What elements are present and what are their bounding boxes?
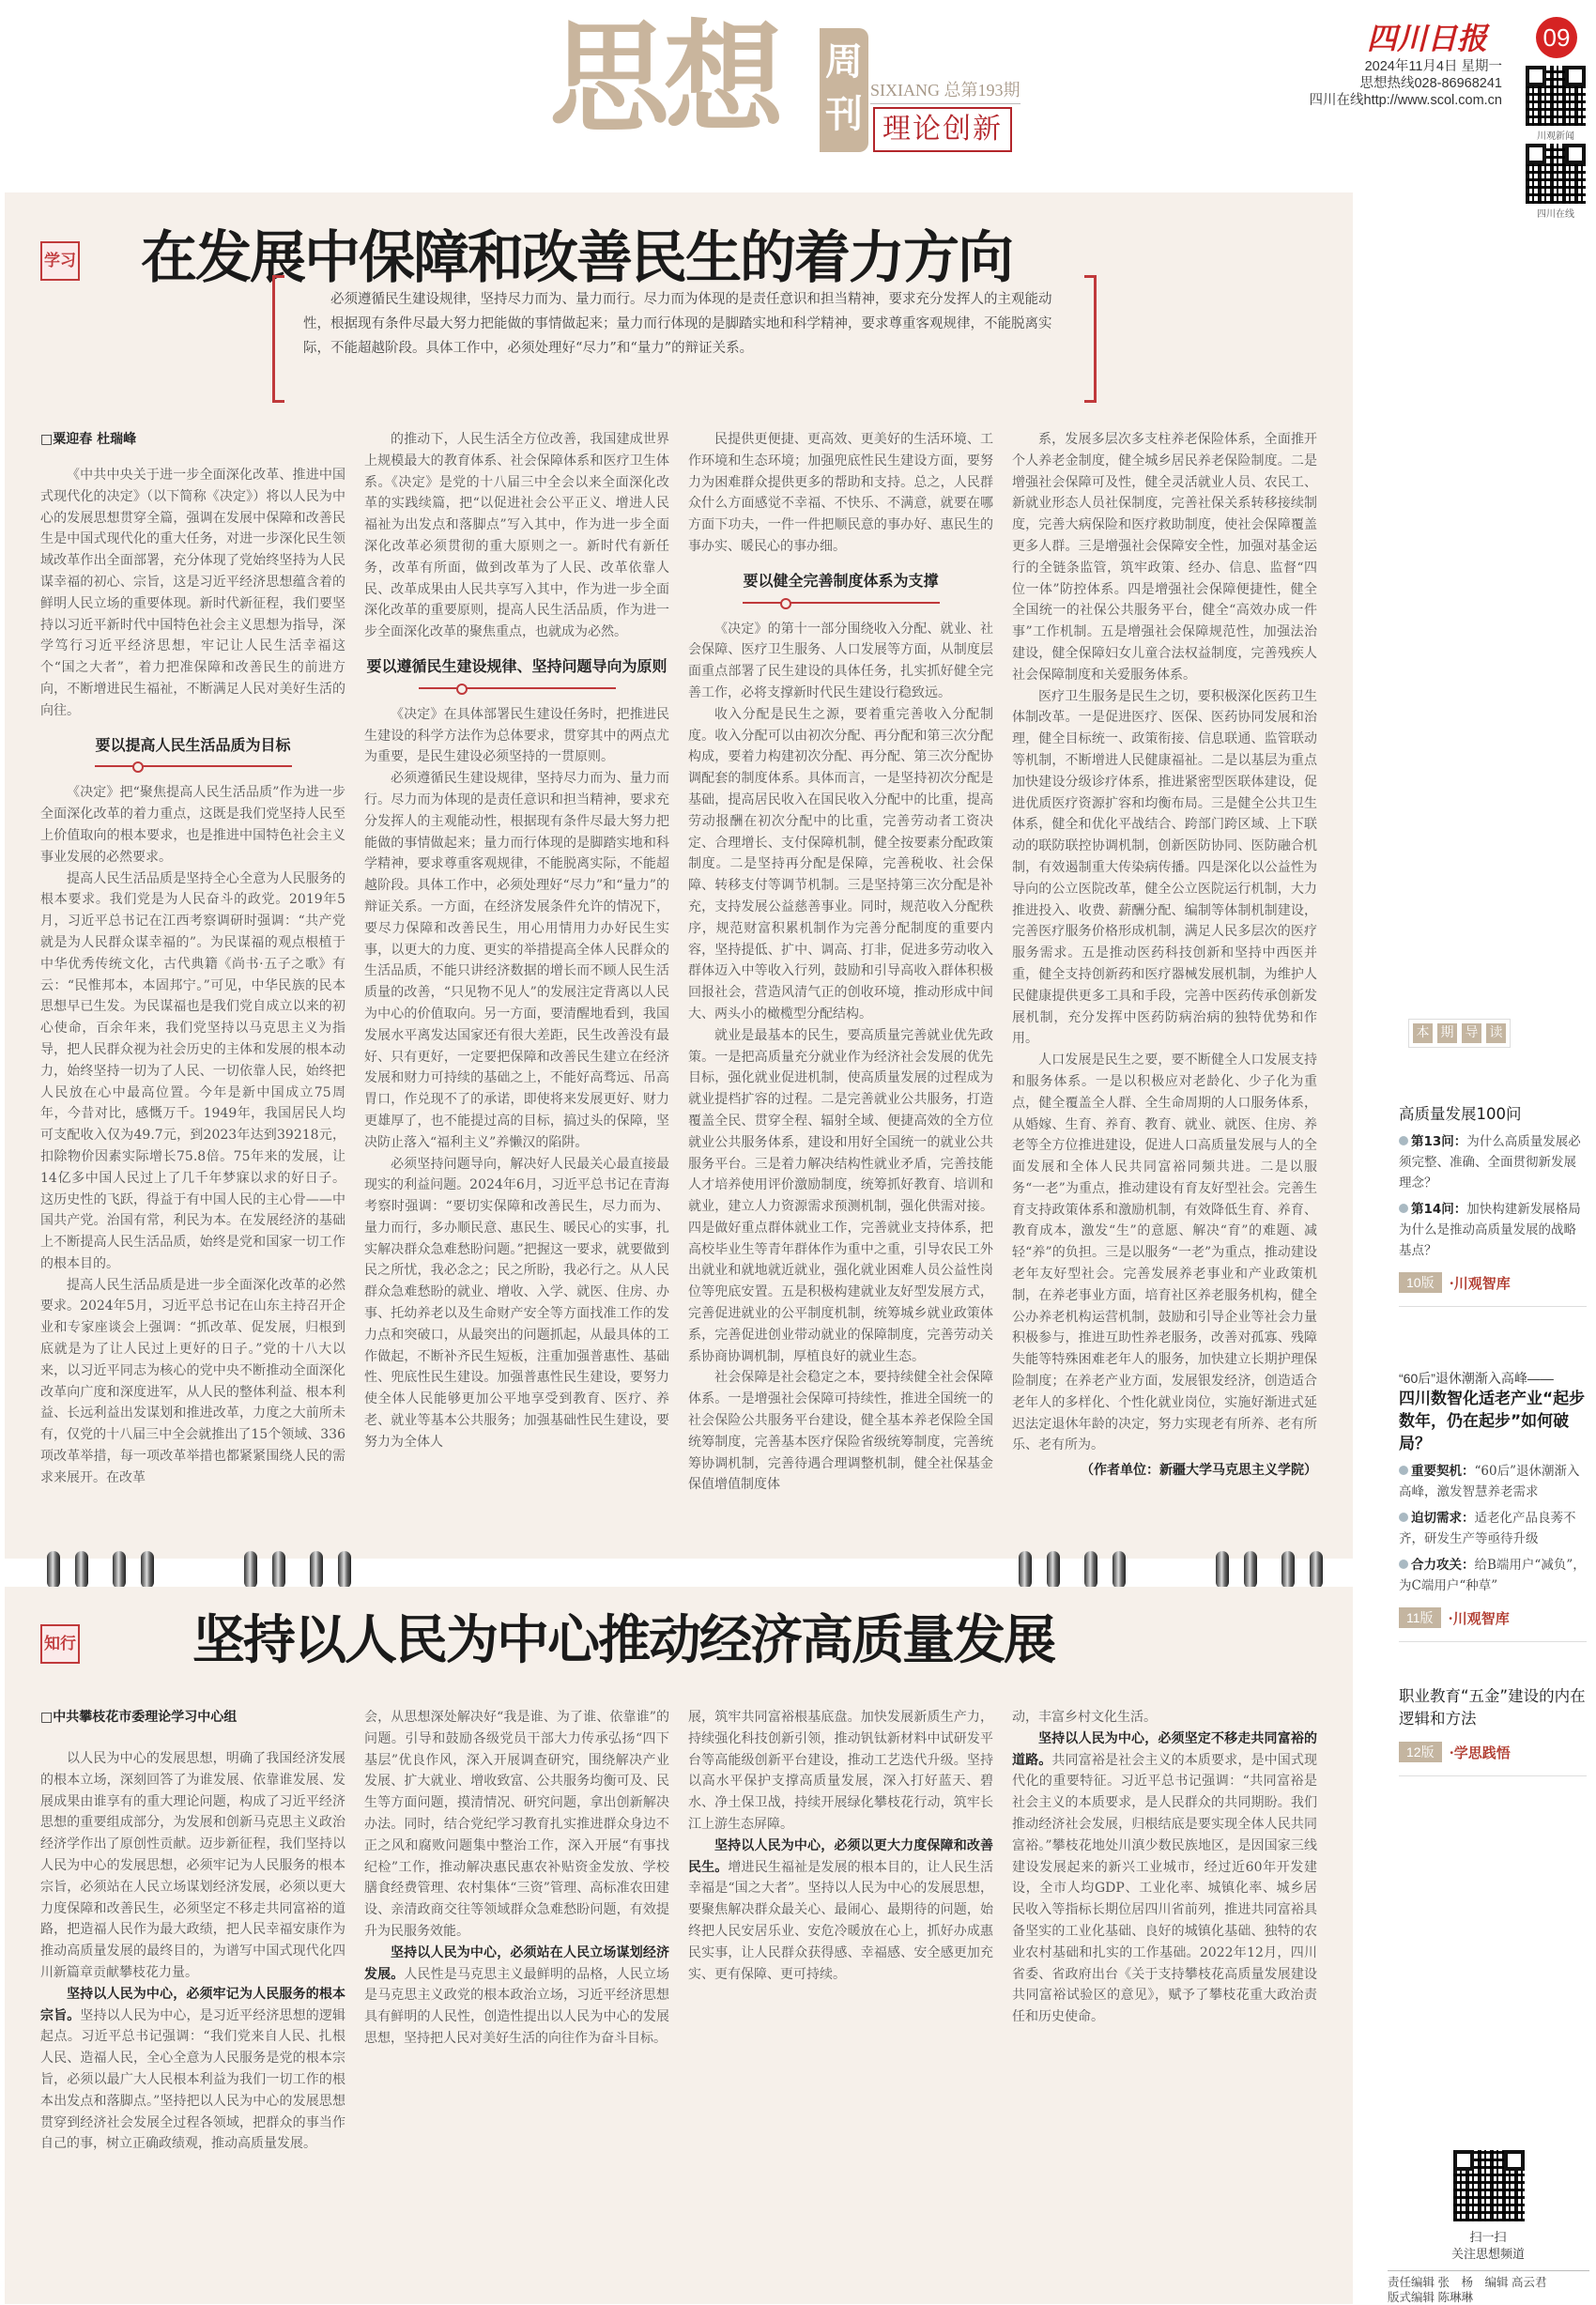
sidebar-item-title[interactable]: 高质量发展100问 bbox=[1399, 1105, 1522, 1123]
binder-ring-icon bbox=[47, 1551, 60, 1589]
sidebar-point bbox=[1399, 1508, 1587, 1549]
sidebar-point bbox=[1399, 1199, 1587, 1261]
paragraph: 系，发展多层次多支柱养老保险体系，全面推开个人养老金制度，健全城乡居民养老保险制度。二是增强社会保障可及性，健全灵活就业人员、农民工、新就业形态人员社保制度，完善社保关系转移接续制度，完善大病保险和医疗救助制度，使社会保障覆盖更多人群。三是增强社会保障安全性，加强对基金运行的全链条监管，筑牢政策、经办、信息、监督“四位一体”防控体系。四是增强社会保障便捷性，健全全国统一的社保公共服务平台，健全“高效办成一件事”工作机制。五是增强社会保障规范性，加强法治建设，健全保障妇女儿童合法权益制度，完善残疾人社会保障制度和关爱服务体系。 bbox=[1012, 432, 1317, 683]
article-column-3 bbox=[688, 1707, 993, 2293]
subheading bbox=[688, 571, 993, 607]
subheading-text: 要以健全完善制度体系为支撑 bbox=[743, 571, 939, 590]
page-reference[interactable] bbox=[1399, 1607, 1587, 1642]
bullet-icon bbox=[1399, 1136, 1408, 1145]
sidebar-point bbox=[1399, 1461, 1587, 1502]
sidebar-item-3[interactable] bbox=[1399, 1685, 1587, 1776]
point-text: 加快构建新发展格局为什么是推动高质量发展的战略基点？ bbox=[1399, 1202, 1581, 1258]
credits-line-2: 版式编辑 陈琳琳 bbox=[1388, 2291, 1473, 2304]
point-label: 第13问： bbox=[1411, 1134, 1467, 1149]
paragraph-lead: 坚持以人民为中心，必须站在人民立场谋划经济发展。 bbox=[364, 1944, 669, 1982]
binder-ring-icon bbox=[113, 1551, 126, 1589]
binder-ring-icon bbox=[1244, 1551, 1257, 1589]
binder-ring-icon bbox=[1281, 1551, 1295, 1589]
paragraph: 社会保障是社会稳定之本，要持续健全社会保障体系。一是增强社会保障可持续性，推进全国统一的社会保险公共服务平台建设，健全基本养老保险全国统筹制度，完善基本医疗保险省级统筹制度，完善统筹协调机制，完善待遇合理调整机制，健全社保基金保值增值制度体 bbox=[688, 1370, 993, 1493]
credits-line-1: 责任编辑 张 杨 编辑 高云君 bbox=[1388, 2276, 1547, 2289]
qr2-caption: 四川在线 bbox=[1537, 209, 1574, 220]
point-text: 为什么高质量发展必须完整、准确、全面贯彻新发展理念？ bbox=[1399, 1134, 1581, 1191]
paragraph: 人口发展是民生之要，要不断健全人口发展支持和服务体系。一是以积极应对老龄化、少子化为重点，健全覆盖全人群、全生命周期的人口服务体系，从婚嫁、生育、养育、教育、就业、就医、住房、养老等全方位推进建设，促进人口高质量发展与人的全面发展和全体人民共同富裕同频共进。二是以服务“一老”为重点，推动建设有育友好型社会。完善生育支持政策体系和激励机制，有效降低生育、养育、教育成本，激发“生”的意愿、解决“育”的难题、减轻“养”的负担。三是以服务“一老”为重点，推动建设老年友好型社会。完善发展养老事业和产业政策机制，在养老事业方面，培育社区养老服务机构，健全公办养老机构运营机制，鼓励和引导企业等社会力量积极参与，推进互助性养老服务，改善对孤寡、残障失能等特殊困难老年人的服务，加快建立长期护理保险制度；在养老产业方面，发展银发经济，创造适合老年人的多样化、个性化就业岗位，实施好渐进式延迟法定退休年龄的决定，努力实现老有所养、老有所乐、老有所为。 bbox=[1012, 1053, 1317, 1453]
sidebar-item-1[interactable] bbox=[1399, 1103, 1587, 1307]
paragraph-lead: 坚持以人民为中心，必须坚定不移走共同富裕的道路。 bbox=[1012, 1730, 1317, 1768]
sidebar-item-title[interactable]: 四川数智化适老产业“起步数年，仍在起步”如何破局？ bbox=[1399, 1390, 1586, 1453]
point-label: 第14问： bbox=[1411, 1202, 1467, 1217]
binder-ring-icon bbox=[1113, 1551, 1126, 1589]
bullet-icon bbox=[1399, 1204, 1408, 1213]
scan-line-2: 关注思想频道 bbox=[1450, 2248, 1525, 2262]
guide-char: 期 bbox=[1437, 1023, 1457, 1043]
point-label: 重要契机： bbox=[1411, 1464, 1475, 1479]
lead-bracket-right bbox=[1084, 275, 1097, 403]
article-column-2 bbox=[364, 429, 669, 1535]
binder-ring-icon bbox=[1216, 1551, 1229, 1589]
sidebar-point bbox=[1399, 1555, 1587, 1596]
paragraph: 民提供更便捷、更高效、更美好的生活环境、工作环境和生态环境；加强兜底性民生建设方面，要努力为困难群众提供更多的帮助和支持。总之，人民群众什么方面感觉不幸福、不快乐、不满意，就要在哪方面下功夫，一件一件把顺民意的事办好、惠民生的事办实、暖民心的事办细。 bbox=[688, 432, 993, 554]
bullet-icon bbox=[1399, 1513, 1408, 1522]
paragraph bbox=[1012, 1729, 1317, 2028]
paragraph: 《决定》的第十一部分围绕收入分配、就业、社会保障、医疗卫生服务、人口发展等方面，从制度层面重点部署了民生建设的具体任务，扎实抓好健全完善工作，必将支撑新时代民生建设行稳致远。 bbox=[688, 621, 993, 700]
article-1 bbox=[5, 192, 1353, 1559]
point-label: 迫切需求： bbox=[1411, 1511, 1475, 1526]
qr1-caption: 川观新闻 bbox=[1537, 131, 1574, 142]
section-stamp: 理论创新 bbox=[873, 107, 1012, 152]
masthead-weekly-label: 周刊 bbox=[820, 28, 868, 152]
hotline: 思想热线028-86968241 bbox=[1359, 76, 1502, 91]
paragraph: 以人民为中心的发展思想，明确了我国经济发展的根本立场，深刻回答了为谁发展、依靠谁发展、发展成果由谁享有的重大理论问题，构成了习近平经济思想的重要组成部分，为发展和创新马克思主义政治经济学作出了原创性贡献。迈步新征程，我们坚持以人民为中心的发展思想，必须牢记为人民服务的根本宗旨，必须站在人民立场谋划经济发展，必须以更大力度保障和改善民生，必须坚定不移走共同富裕的道路，把造福人民作为最大政绩，把人民幸福安康作为推动高质量发展的最终目的，为谱写中国式现代化四川新篇章贡献攀枝花力量。 bbox=[40, 1751, 345, 1980]
paragraph bbox=[364, 1943, 669, 2050]
guide-char: 读 bbox=[1486, 1023, 1506, 1043]
sidebar-point bbox=[1399, 1131, 1587, 1193]
qr-code-icon[interactable] bbox=[1526, 144, 1586, 204]
page-number-badge: 09 bbox=[1536, 17, 1577, 58]
subheading-text: 要以遵循民生建设规律、坚持问题导向为原则 bbox=[366, 656, 668, 675]
issue-date: 2024年11月4日 星期一 bbox=[1364, 59, 1502, 74]
paragraph: 的推动下，人民生活全方位改善，我国建成世界上规模最大的教育体系、社会保障体系和医疗卫生体系。《决定》是党的十八届三中全会以来全面深化改革的实践续篇，把“以促进社会公平正义、增进人民福祉为出发点和落脚点”写入其中，作为进一步全面深化改革必须贯彻的重大原则之一。新时代有新任务，改革有所面，做到改革为了人民、改革依靠人民、改革成果由人民共享写入其中，作为进一步全面深化改革的重要原则，提高人民生活品质，作为进一步全面深化改革的聚焦重点，也就成为必然。 bbox=[364, 432, 669, 640]
newspaper-logo: 四川日报 bbox=[1367, 21, 1488, 56]
subheading bbox=[40, 735, 345, 772]
guide-char: 导 bbox=[1462, 1023, 1481, 1043]
paragraph: 就业是最基本的民生，要高质量完善就业优先政策。一是把高质量充分就业作为经济社会发展的优先目标，强化就业促进机制，使高质量发展的过程成为就业提档扩容的过程。二是完善就业公共服务，打造覆盖全民、贯穿全程、辐射全域、便捷高效的全方位就业公共服务体系，建设和用好全国统一的就业公共服务平台。三是着力解决结构性就业矛盾，完善技能人才培养使用评价激励制度，统筹抓好教育、培训和就业，建立人力资源需求预测机制，强化供需对接。四是做好重点群体就业工作，完善就业支持体系，把高校毕业生等青年群体作为重中之重，引导农民工外出就业和就地就近就业，强化就业困难人员公益性岗位等兜底安置。五是积极构建就业友好型发展方式，完善促进就业的公平制度机制，统筹城乡就业政策体系，完善促进创业带动就业的保障制度，完善劳动关系协商协调机制，厚植良好的就业生态。 bbox=[688, 1027, 993, 1364]
point-text: “60后”退休潮渐入高峰，激发智慧养老需求 bbox=[1399, 1464, 1580, 1499]
paragraph-body: 增进民生福祉是发展的根本目的，让人民生活幸福是“国之大者”。坚持以人民为中心的发展思想，要聚焦解决群众最关心、最闹心、最期待的问题，始终把人民安居乐业、安危冷暖放在心上，抓好办成惠民实事，让人民群众获得感、幸福感、安全感更加充实、更有保障、更可持续。 bbox=[688, 1859, 993, 1982]
masthead-info bbox=[1310, 58, 1502, 109]
sidebar-item-2[interactable] bbox=[1399, 1369, 1587, 1642]
point-text: 适老化产品良莠不齐，研发生产等亟待升级 bbox=[1399, 1511, 1576, 1546]
masthead-issue: SIXIANG 总第193期 bbox=[870, 77, 1021, 104]
section-name: ·川观智库 bbox=[1448, 1609, 1510, 1627]
issue-guide-header bbox=[1408, 1019, 1511, 1048]
paragraph: 提高人民生活品质是进一步全面深化改革的必然要求。2024年5月，习近平总书记在山东主持召开企业和专家座谈会上强调：“抓改革、促发展，归根到底就是为了让人民过上更好的日子。”党的十八大以来，以习近平同志为核心的党中央不断推动全面深化改革向广度和深度进军，从人民的整体利益、根本利益、长远利益出发谋划和推进改革，力度之大前所未有，仅党的十八届三中全会就推出了15个领域、336项改革举措，每一项改革举措也都紧紧围绕人民的需求来展开。在改革 bbox=[40, 1277, 345, 1485]
paragraph: 《中共中央关于进一步全面深化改革、推进中国式现代化的决定》（以下简称《决定》）将以人民为中心的发展思想贯穿全篇，强调在发展中保障和改善民生是中国式现代化的重大任务，对进一步深化民生领域改革作出全面部署，充分体现了党始终坚持为人民谋幸福的初心、宗旨，这是习近平经济思想蕴含着的鲜明人民立场的重要体现。新时代新征程，我们要坚持以习近平新时代中国特色社会主义思想为指导，深学笃行习近平经济思想，牢记让人民生活幸福这个“国之大者”，着力把准保障和改善民生的前进方向，不断增进民生福祉，不断满足人民对美好生活的向往。 bbox=[40, 468, 345, 718]
article-headline: 坚持以人民为中心推动经济高质量发展 bbox=[192, 1610, 1054, 1671]
article-column-3 bbox=[688, 429, 993, 1535]
article-column-2 bbox=[364, 1707, 669, 2293]
article-tag: 学习 bbox=[40, 241, 80, 281]
paragraph: 《决定》在具体部署民生建设任务时，把推进民生建设的科学方法作为总体要求，贯穿其中的两点尤为重要，是民生建设必须坚持的一贯原则。 bbox=[364, 706, 669, 765]
subheading bbox=[364, 656, 669, 693]
paragraph: 收入分配是民生之源，要着重完善收入分配制度。收入分配可以由初次分配、再分配和第三次分配构成，要着力构建初次分配、再分配、第三次分配协调配套的制度体系。具体而言，一是坚持初次分配是基础，提高居民收入在国民收入分配中的比重，提高劳动报酬在初次分配中的比重，完善劳动者工资决定、合理增长、支付保障机制，健全按要素分配政策制度。二是坚持再分配是保障，完善税收、社会保障、转移支付等调节机制。三是坚持第三次分配是补充，支持发展公益慈善事业。同时，规范收入分配秩序，规范财富积累机制作为完善分配制度的重要内容，坚持提低、扩中、调高、打非，促进多劳动收入群体迈入中等收入行列，鼓励和引导高收入群体积极回报社会，营造风清气正的创收环境，推动形成中间大、两头小的橄榄型分配结构。 bbox=[688, 706, 993, 1022]
subheading-divider bbox=[743, 598, 940, 607]
binder-ring-icon bbox=[1310, 1551, 1323, 1589]
sidebar-item-kicker: “60后”退休潮渐入高峰—— bbox=[1399, 1371, 1554, 1386]
paragraph: 必须坚持问题导向，解决好人民最关心最直接最现实的利益问题。2024年6月，习近平总书记在青海考察时强调：“要切实保障和改善民生，尽力而为、量力而行，多办顺民意、惠民生、暖民心的实事，扎实解决群众急难愁盼问题。”把握这一要求，就要做到民之所忧，我必念之；民之所盼，我必行之。从人民群众急难愁盼的就业、增收、入学、就医、住房、办事、托幼养老以及生命财产安全等方面找准工作的发力点和突破口，从最突出的问题抓起，从最具体的工作做起，不断补齐民生短板，注重加强普惠性、基础性、兜底性民生建设。加强普惠性民生建设，要努力使全体人民能够更加公平地享受到教育、医疗、养老、就业等基本公共服务；加强基础性民生建设，要努力为全体人 bbox=[364, 1156, 669, 1450]
point-text: 给B端用户“减负”，为C端用户“种草” bbox=[1399, 1558, 1586, 1593]
paragraph: 会，从思想深处解决好“我是谁、为了谁、依靠谁”的问题。引导和鼓励各级党员干部大力传承弘扬“四下基层”优良作风，深入开展调查研究，围绕解决产业发展、扩大就业、增收致富、公共服务均衡可及、民生等方面问题，摸清情况、研究问题，拿出创新解决办法。同时，结合党纪学习教育扎实推进群众身边不正之风和腐败问题集中整治工作，深入开展“有事找纪检”工作，推动解决惠民惠农补贴资金发放、学校膳食经费管理、农村集体“三资”管理、高标准农田建设、亲清政商交往等领域群众急难愁盼问题，有效提升为民服务效能。 bbox=[364, 1710, 669, 1939]
article-column-4 bbox=[1012, 429, 1317, 1535]
binder-ring-icon bbox=[244, 1551, 257, 1589]
point-label: 合力攻关： bbox=[1411, 1558, 1475, 1573]
scan-prompt bbox=[1441, 2230, 1535, 2264]
editor-credits bbox=[1388, 2270, 1589, 2305]
subheading-divider bbox=[95, 761, 292, 771]
paragraph bbox=[688, 1836, 993, 1986]
binder-ring-icon bbox=[1084, 1551, 1097, 1589]
edition-badge: 12版 bbox=[1399, 1742, 1442, 1762]
paragraph: 必须遵循民生建设规律，坚持尽力而为、量力而行。尽力而为体现的是责任意识和担当精神，要求充分发挥人的主观能动性，根据现有条件尽最大努力把能做的事情做起来；量力而行体现的是脚踏实地和科学精神，要求尊重客观规律，不能脱离实际，不能超越阶段。具体工作中，必须处理好“尽力”和“量力”的辩证关系。一方面，在经济发展条件允许的情况下，要尽力保障和改善民生，用心用情用力办好民生实事，以更大的力度、更实的举措提高全体人民群众的生活品质，不能只讲经济数据的增长而不顾人民生活质量的改善，“只见物不见人”的发展注定背离以人民为中心的价值取向。另一方面，要清醒地看到，我国发展水平离发达国家还有很大差距，民生改善没有最好、只有更好，一定要把保障和改善民生建立在经济发展和财力可持续的基础之上，不能好高骛远、吊高胃口，作兑现不了的承诺，即使将来发展更好、财力更雄厚了，也不能提过高的目标，搞过头的保障，坚决防止落入“福利主义”养懒汉的陷阱。 bbox=[364, 771, 669, 1150]
binder-ring-icon bbox=[75, 1551, 88, 1589]
guide-char: 本 bbox=[1413, 1023, 1433, 1043]
article-lead: 必须遵循民生建设规律，坚持尽力而为、量力而行。尽力而为体现的是责任意识和担当精神，要求充分发挥人的主观能动性，根据现有条件尽最大努力把能做的事情做起来；量力而行体现的是脚踏实地和科学精神，要求尊重客观规律，不能脱离实际，不能超越阶段。具体工作中，必须处理好“尽力”和“量力”的辩证关系。 bbox=[303, 292, 1052, 356]
paragraph-body: 共同富裕是社会主义的本质要求，是中国式现代化的重要特征。习近平总书记强调：“共同富裕是社会主义的本质要求，是人民群众的共同期盼。我们推动经济社会发展，归根结底是要实现全体人民共同富裕。”攀枝花地处川滇少数民族地区，是因国家三线建设发展起来的新兴工业城市，经过近60年开发建设，全市人均GDP、工业化率、城镇化率、城乡居民收入等指标长期位居四川省前列，推进共同富裕具备坚实的工业化基础、良好的城镇化基础、独特的农业农村基础和扎实的工作基础。2022年12月，四川省委、省政府出台《关于支持攀枝花高质量发展建设共同富裕试验区的意见》，赋予了攀枝花重大政治责任和历史使命。 bbox=[1012, 1752, 1317, 2025]
binder-ring-icon bbox=[141, 1551, 154, 1589]
bullet-icon bbox=[1399, 1466, 1408, 1475]
paragraph bbox=[40, 1984, 345, 2155]
paragraph-body: 坚持以人民为中心，是习近平经济思想的逻辑起点。习近平总书记强调：“我们党来自人民、扎根人民、造福人民，全心全意为人民服务是党的根本宗旨，必须以最广大人民根本利益为我们一切工作的根本出发点和落脚点。”坚持把以人民为中心的发展思想贯穿到经济社会发展全过程各领域，把群众的事当作自己的事，树立正确政绩观，推动高质量发展。 bbox=[40, 2007, 345, 2152]
paragraph: 提高人民生活品质是坚持全心全意为人民服务的根本要求。我们党是为人民奋斗的政党。2019年5月，习近平总书记在江西考察调研时强调：“共产党就是为人民群众谋幸福的”。为民谋福的观点根植于中华优秀传统文化，古代典籍《尚书·五子之歌》有云：“民惟邦本，本固邦宁。”可见，中华民族的民本思想早已生发。为民谋福也是我们党自成立以来的初心使命，百余年来，我们党坚持以马克思主义为指导，把人民群众视为社会历史的主体和发展的根本动力，始终坚持一切为了人民、一切依靠人民，始终把人民放在心中最高位置。今年是新中国成立75周年，今昔对比，感慨万千。1949年，我国居民人均可支配收入仅为49.7元，到2023年达到39218元，扣除物价因素实际增长75.8倍。75年来的发展，让14亿多中国人民过上了几千年梦寐以求的好日子。这历史性的飞跃，得益于有中国人民的主心骨——中国共产党。治国有常，利民为本。在发展经济的基础上不断提高人民生活品质，始终是党和国家一切工作的根本目的。 bbox=[40, 870, 345, 1271]
article-column-1 bbox=[40, 465, 345, 1535]
spiral-binding-divider bbox=[5, 1559, 1353, 1587]
author-affiliation: （作者单位：新疆大学马克思主义学院） bbox=[1081, 1463, 1317, 1479]
masthead bbox=[549, 9, 1075, 160]
qr-code-icon[interactable] bbox=[1453, 2150, 1525, 2221]
paragraph-lead: 坚持以人民为中心，必须以更大力度保障和改善民生。 bbox=[688, 1837, 993, 1875]
article-column-4 bbox=[1012, 1707, 1317, 2293]
paragraph: 展，筑牢共同富裕根基底盘。加快发展新质生产力，持续强化科技创新引领，推动钒钛新材料中试研发平台等高能级创新平台建设，推动工艺迭代升级。坚持以高水平保护支撑高质量发展，深入打好蓝天、碧水、净土保卫战，持续开展绿化攀枝花行动，筑牢长江上游生态屏障。 bbox=[688, 1710, 993, 1832]
scan-line-1: 扫一扫 bbox=[1469, 2231, 1507, 2245]
bullet-icon bbox=[1399, 1560, 1408, 1569]
paragraph-lead: 坚持以人民为中心，必须牢记为人民服务的根本宗旨。 bbox=[40, 1986, 345, 2023]
paragraph-body: 人民性是马克思主义最鲜明的品格，人民立场是马克思主义政党的根本政治立场，习近平经济思想具有鲜明的人民性，创造性提出以人民为中心的发展思想，坚持把人民对美好生活的向往作为奋斗目标。 bbox=[364, 1966, 669, 2046]
binder-ring-icon bbox=[1047, 1551, 1060, 1589]
qr-code-icon[interactable] bbox=[1526, 66, 1586, 126]
sidebar-item-title[interactable]: 职业教育“五金”建设的内在逻辑和方法 bbox=[1399, 1687, 1586, 1728]
section-name: ·川观智库 bbox=[1449, 1274, 1511, 1292]
binder-ring-icon bbox=[338, 1551, 351, 1589]
section-name: ·学思践悟 bbox=[1449, 1744, 1511, 1761]
website-link[interactable]: 四川在线http://www.scol.com.cn bbox=[1309, 93, 1502, 108]
paragraph: 《决定》把“聚焦提高人民生活品质”作为进一步全面深化改革的着力重点，这既是我们党坚持人民至上价值取向的根本要求，也是推进中国特色社会主义事业发展的必然要求。 bbox=[40, 785, 345, 865]
article-2 bbox=[5, 1587, 1353, 2304]
page-reference[interactable] bbox=[1399, 1742, 1587, 1776]
binder-ring-icon bbox=[310, 1551, 323, 1589]
page-reference[interactable] bbox=[1399, 1272, 1587, 1307]
masthead-title: 思想 bbox=[549, 9, 779, 149]
paragraph: 医疗卫生服务是民生之切，要积极深化医药卫生体制改革。一是促进医疗、医保、医药协同发展和治理，健全目标统一、政策衔接、信息联通、监管联动等机制，不断增进人民健康福祉。二是以基层为重点加快建设分级诊疗体系，推进紧密型医联体建设，促进优质医疗资源扩容和均衡布局。三是健全公共卫生体系，健全和优化平战结合、跨部门跨区域、上下联动的联防联控协调机制，创新医防协同、医防融合机制，有效遏制重大传染病传播。四是深化以公益性为导向的公立医院改革，健全公立医院运行机制，大力推进投入、收费、薪酬分配、编制等体制机制建设，完善医疗服务价格形成机制，满足人民多层次的医疗服务需求。五是推动医药科技创新和坚持中西医并重，健全支持创新药和医疗器械发展机制，为维护人民健康提供更多工具和手段，完善中医药传承创新发展机制，充分发挥中医药防病治病的独特优势和作用。 bbox=[1012, 688, 1317, 1047]
binder-ring-icon bbox=[1019, 1551, 1032, 1589]
article-headline: 在发展中保障和改善民生的着力方向 bbox=[141, 225, 1012, 291]
article-tag: 知行 bbox=[40, 1624, 80, 1664]
subheading-text: 要以提高人民生活品质为目标 bbox=[95, 735, 291, 754]
binder-ring-icon bbox=[272, 1551, 285, 1589]
edition-badge: 11版 bbox=[1399, 1607, 1441, 1628]
article-byline: □粟迎春 杜瑞峰 bbox=[40, 432, 137, 447]
paragraph: 动，丰富乡村文化生活。 bbox=[1012, 1710, 1157, 1725]
article-byline: □中共攀枝花市委理论学习中心组 bbox=[40, 1710, 238, 1725]
subheading-divider bbox=[419, 684, 616, 693]
edition-badge: 10版 bbox=[1399, 1272, 1442, 1293]
article-column-1 bbox=[40, 1748, 345, 2293]
